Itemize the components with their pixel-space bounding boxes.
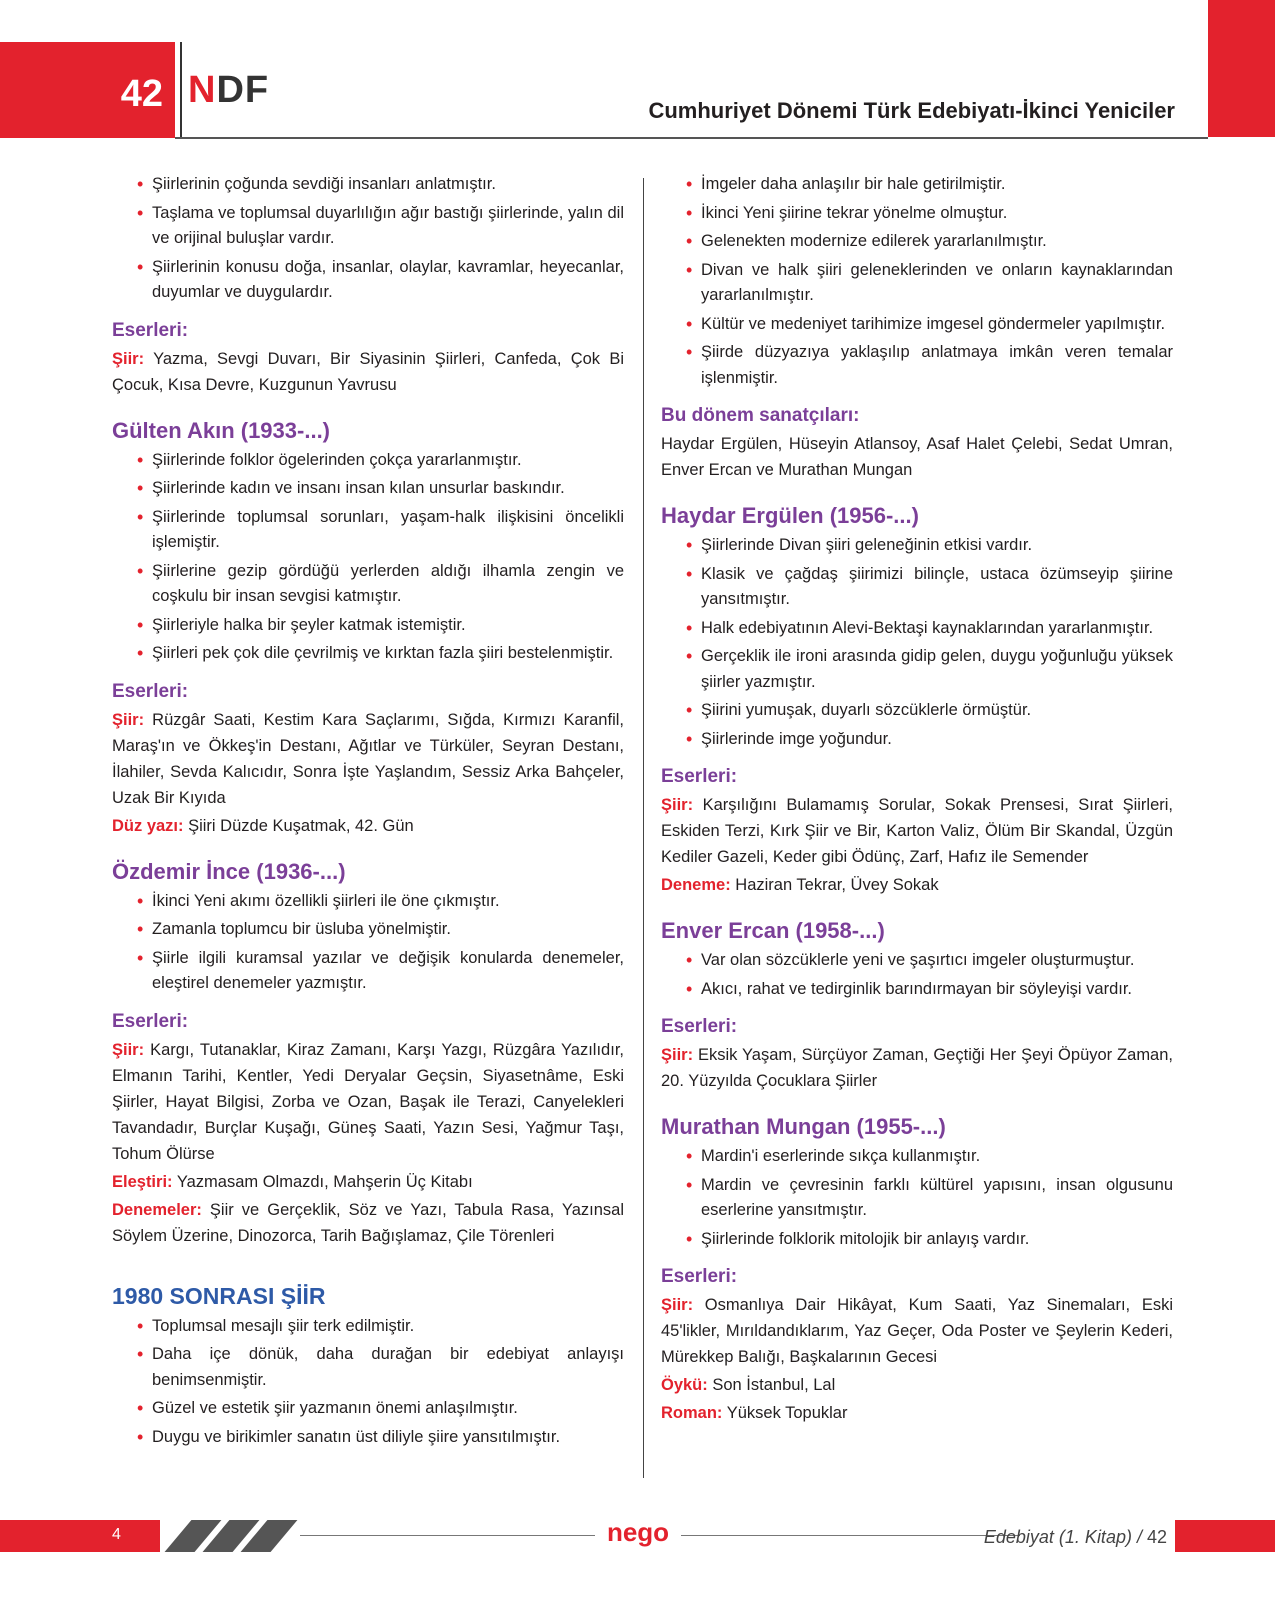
section-heading-ozdemir: Özdemir İnce (1936-...) xyxy=(112,858,346,884)
left-column xyxy=(112,172,624,1453)
section-heading-haydar: Haydar Ergülen (1956-...) xyxy=(661,503,919,528)
works-heading: Eserleri: xyxy=(112,1010,189,1032)
book-title: Edebiyat (1. Kitap) / 42 xyxy=(983,1527,1167,1547)
works-paragraph: Şiir: Karşılığını Bulamamış Sorular, Sokak Prensesi, Sırat Şiirleri, Eskiden Terzi, Kırk Şiir ve Bir, Karton Valiz, Ölüm Bir Skandal, Üzgün Kediler Gazeli, Keder gibi Ödünç, Zarf, Hafız ile Semender xyxy=(661,796,1173,866)
header-corner-block xyxy=(1208,0,1275,137)
list-item: • Halk edebiyatının Alevi-Bektaşi kaynaklarından yararlanmıştır. xyxy=(661,616,1173,642)
works-paragraph: Düz yazı: Şiiri Düzde Kuşatmak, 42. Gün xyxy=(112,816,414,835)
intro-bullet-list xyxy=(112,172,624,306)
list-item: • İkinci Yeni şiirine tekrar yönelme olmuştur. xyxy=(661,201,1173,227)
section-heading-gulten: Gülten Akın (1933-...) xyxy=(112,417,331,443)
works-paragraph: Şiir: Rüzgâr Saati, Kestim Kara Saçlarımı, Sığda, Kırmızı Karanfil, Maraş'ın ve Ökkeş'in Destanı, Ağıtlar ve Türküler, Seyran Destanı, İlahiler, Sevda Kalıcıdır, Sonra İşte Yaşlandım, Sessiz Arka Bahçeler, Uzak Bir Kıyıda xyxy=(112,710,624,807)
list-item: • Divan ve halk şiiri geleneklerinden ve onların kaynaklarından yararlanılmıştır. xyxy=(661,258,1173,309)
column-divider xyxy=(643,178,644,1478)
works-paragraph: Şiir: Kargı, Tutanaklar, Kiraz Zamanı, Karşı Yazgı, Rüzgâra Yazılıdır, Elmanın Tarihi, Kentler, Yedi Deryalar Geçsin, Siyasetnâme, Eski Şiirler, Hayat Bilgisi, Zorba ve Ozan, Başak ile Terazi, Canyelekleri Tavandadır, Burçlar Kuşağı, Güneş Saati, Yazın Sesi, Yağmur Taşı, Tohum Ölürse xyxy=(112,1040,624,1163)
list-item: • Gerçeklik ile ironi arasında gidip gelen, duygu yoğunluğu yüksek şiirler yazmıştır. xyxy=(661,644,1173,695)
works-paragraph: Şiir: Osmanlıya Dair Hikâyat, Kum Saati, Yaz Sinemaları, Eski 45'likler, Mırıldandıklarım, Yaz Geçer, Oda Poster ve Şeylerin Kederi, Mürekkep Balığı, Başkalarının Gecesi xyxy=(661,1296,1173,1366)
works-paragraph: Deneme: Haziran Tekrar, Üvey Sokak xyxy=(661,876,939,894)
svg-text:nego: nego xyxy=(606,1517,670,1547)
publisher-logo-icon xyxy=(595,1512,681,1550)
list-item: • Şiirlerinde Divan şiiri geleneğinin etkisi vardır. xyxy=(661,533,1173,559)
list-item: • Şiirde düzyazıya yaklaşılıp anlatmaya imkân veren temalar işlenmiştir. xyxy=(661,340,1173,391)
list-item: • Klasik ve çağdaş şiirimizi bilinçle, ustaca özümseyip şiirine yansıtmıştır. xyxy=(661,562,1173,613)
list-item: • Mardin'i eserlerinde sıkça kullanmıştır. xyxy=(661,1144,1173,1170)
enver-bullet-list xyxy=(661,948,1173,1002)
list-item: • Şiirlerinde folklor ögelerinden çokça yararlanmıştır. xyxy=(112,448,624,474)
list-item: • Mardin ve çevresinin farklı kültürel yapısını, insan olgusunu eserlerine yansıtmıştır. xyxy=(661,1173,1173,1224)
list-item: • Toplumsal mesajlı şiir terk edilmiştir. xyxy=(112,1314,624,1340)
works-heading: Eserleri: xyxy=(661,1266,738,1287)
chapter-title: Cumhuriyet Dönemi Türk Edebiyatı-İkinci Yeniciler xyxy=(648,98,1175,123)
works-paragraph: Şiir: Eksik Yaşam, Sürçüyor Zaman, Geçtiği Her Şeyi Öpüyor Zaman, 20. Yüzyılda Çocuklara Şiirler xyxy=(661,1046,1173,1090)
list-item: • Taşlama ve toplumsal duyarlılığın ağır bastığı şiirlerinde, yalın dil ve orijinal buluşlar vardır. xyxy=(112,201,624,252)
works-heading: Eserleri: xyxy=(661,1016,738,1037)
works-paragraph: Denemeler: Şiir ve Gerçeklik, Söz ve Yazı, Tabula Rasa, Yazınsal Söylem Üzerine, Dinozorca, Tarih Bağışlamaz, Çile Törenleri xyxy=(112,1200,624,1245)
list-item: • Var olan sözcüklerle yeni ve şaşırtıcı imgeler oluşturmuştur. xyxy=(661,948,1173,974)
list-item: • Şiirleriyle halka bir şeyler katmak istemiştir. xyxy=(112,613,624,639)
list-item: • Şiirlerinde kadın ve insanı insan kılan unsurlar baskındır. xyxy=(112,476,624,502)
sonrasi-bullet-list xyxy=(112,1314,624,1451)
list-item: • Şiirleri pek çok dile çevrilmiş ve kırktan fazla şiiri bestelenmiştir. xyxy=(112,641,624,667)
list-item: • Güzel ve estetik şiir yazmanın önemi anlaşılmıştır. xyxy=(112,1396,624,1422)
list-item: • Şiirlerine gezip gördüğü yerlerden aldığı ilhamla zengin ve coşkulu bir insan sevgisi katmıştır. xyxy=(112,559,624,610)
ozdemir-bullet-list xyxy=(112,889,624,997)
footer-page-number: 4 xyxy=(112,1526,121,1543)
works-paragraph: Roman: Yüksek Topuklar xyxy=(661,1404,848,1422)
header-divider xyxy=(180,42,182,138)
works-paragraph: Öykü: Son İstanbul, Lal xyxy=(661,1376,836,1394)
artists-heading: Bu dönem sanatçıları: xyxy=(661,405,860,426)
list-item: • Gelenekten modernize edilerek yararlanılmıştır. xyxy=(661,229,1173,255)
page-number: 42 xyxy=(120,73,163,115)
footer-corner-block xyxy=(1175,1520,1275,1552)
section-heading-enver: Enver Ercan (1958-...) xyxy=(661,918,885,943)
works-heading: Eserleri: xyxy=(661,766,738,787)
list-item: • İkinci Yeni akımı özellikli şiirleri ile öne çıkmıştır. xyxy=(112,889,624,915)
list-item: • Zamanla toplumcu bir üsluba yönelmiştir. xyxy=(112,917,624,943)
continued-bullet-list xyxy=(661,172,1173,391)
gulten-bullet-list xyxy=(112,448,624,667)
brand-logo: NDF xyxy=(188,69,270,111)
list-item: • İmgeler daha anlaşılır bir hale getirilmiştir. xyxy=(661,172,1173,198)
list-item: • Duygu ve birikimler sanatın üst diliyle şiire yansıtılmıştır. xyxy=(112,1425,624,1451)
section-heading-1980: 1980 SONRASI ŞİİR xyxy=(112,1282,326,1309)
list-item: • Şiirini yumuşak, duyarlı sözcüklerle örmüştür. xyxy=(661,698,1173,724)
header-rule xyxy=(175,137,1208,139)
works-paragraph: Şiir: Yazma, Sevgi Duvarı, Bir Siyasinin Şiirleri, Canfeda, Çok Bi Çocuk, Kısa Devre, Kuzgunun Yavrusu xyxy=(112,349,624,394)
works-heading: Eserleri: xyxy=(112,319,189,341)
list-item: • Şiirlerinin çoğunda sevdiği insanları anlatmıştır. xyxy=(112,172,624,198)
publisher-logo xyxy=(595,1512,681,1550)
section-heading-murathan: Murathan Mungan (1955-...) xyxy=(661,1114,946,1139)
list-item: • Şiirlerinde folklorik mitolojik bir anlayış vardır. xyxy=(661,1227,1173,1253)
murathan-bullet-list xyxy=(661,1144,1173,1252)
works-heading: Eserleri: xyxy=(112,680,189,702)
list-item: • Şiirlerinde imge yoğundur. xyxy=(661,727,1173,753)
footer-red-block xyxy=(0,1520,160,1552)
list-item: • Şiirlerinde toplumsal sorunları, yaşam-halk ilişkisini öncelikli işlemiştir. xyxy=(112,505,624,556)
list-item: • Kültür ve medeniyet tarihimize imgesel göndermeler yapılmıştır. xyxy=(661,312,1173,338)
works-paragraph: Eleştiri: Yazmasam Olmazdı, Mahşerin Üç Kitabı xyxy=(112,1172,473,1191)
list-item: • Şiirlerinin konusu doğa, insanlar, olaylar, kavramlar, heyecanlar, duyumlar ve duygulardır. xyxy=(112,255,624,306)
right-column xyxy=(661,172,1173,1428)
list-item: • Şiirle ilgili kuramsal yazılar ve değişik konularda denemeler, eleştirel denemeler yazmıştır. xyxy=(112,946,624,997)
artists-paragraph: Haydar Ergülen, Hüseyin Atlansoy, Asaf Halet Çelebi, Sedat Umran, Enver Ercan ve Murathan Mungan xyxy=(661,435,1173,479)
haydar-bullet-list xyxy=(661,533,1173,752)
list-item: • Daha içe dönük, daha durağan bir edebiyat anlayışı benimsenmiştir. xyxy=(112,1342,624,1393)
list-item: • Akıcı, rahat ve tedirginlik barındırmayan bir söyleyişi vardır. xyxy=(661,977,1173,1003)
